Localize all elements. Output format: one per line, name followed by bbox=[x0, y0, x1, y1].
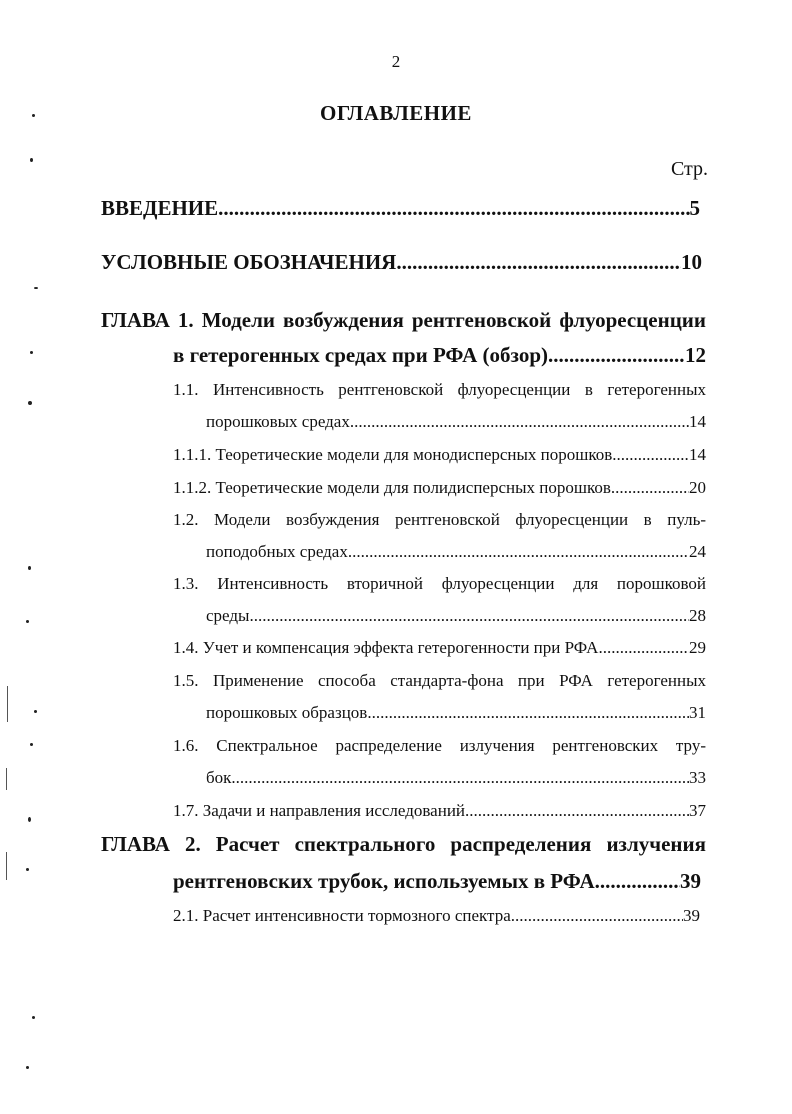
toc-page-number: 10 bbox=[681, 250, 702, 274]
toc-entry-text: бок bbox=[206, 768, 232, 787]
toc-section-1-4[interactable] bbox=[173, 638, 706, 658]
toc-page-number: 31 bbox=[689, 703, 706, 722]
toc-section-2-1[interactable] bbox=[173, 906, 700, 926]
dot-leader bbox=[595, 869, 680, 894]
toc-page-number: 5 bbox=[689, 196, 700, 220]
toc-section-1-6-line2[interactable] bbox=[206, 768, 706, 788]
scan-speck bbox=[32, 114, 35, 117]
toc-section-1-1-2[interactable] bbox=[173, 478, 706, 498]
toc-chapter-1-line2[interactable] bbox=[173, 343, 706, 368]
toc-entry-text: 1.7. Задачи и направления исследований bbox=[173, 801, 466, 820]
toc-chapter-2-line1[interactable]: ГЛАВА 2. Расчет спектрального распределения излучения bbox=[101, 832, 706, 856]
toc-section-1-6-line1[interactable]: 1.6. Спектральное распределение излучения рентгеновских тру- bbox=[173, 736, 706, 755]
toc-section-1-7[interactable] bbox=[173, 801, 706, 821]
toc-section-1-1-line2[interactable] bbox=[206, 412, 706, 432]
toc-page-number: 28 bbox=[689, 606, 706, 625]
dot-leader bbox=[598, 638, 689, 658]
toc-entry-text: рентгеновских трубок, используемых в РФА bbox=[173, 869, 595, 893]
toc-section-1-5-line2[interactable] bbox=[206, 703, 706, 723]
toc-page-number: 39 bbox=[683, 906, 700, 925]
scan-speck bbox=[30, 743, 33, 746]
toc-page-number: 29 bbox=[689, 638, 706, 657]
toc-page-number: 20 bbox=[689, 478, 706, 497]
toc-page-number: 12 bbox=[685, 343, 706, 367]
scan-speck bbox=[26, 868, 29, 871]
toc-page-number: 39 bbox=[680, 869, 701, 893]
dot-leader bbox=[611, 478, 689, 498]
toc-page-number: 14 bbox=[689, 445, 706, 464]
scan-speck bbox=[28, 817, 31, 822]
scan-speck bbox=[28, 401, 32, 405]
dot-leader bbox=[354, 412, 689, 432]
scan-speck bbox=[32, 1016, 35, 1019]
toc-entry-text: порошковых средах. bbox=[206, 412, 355, 431]
toc-entry-text: 1.4. Учет и компенсация эффекта гетерогенности при РФА bbox=[173, 638, 599, 657]
scan-speck bbox=[30, 351, 33, 354]
dot-leader bbox=[367, 703, 689, 723]
toc-entry-text: 2.1. Расчет интенсивности тормозного спектра bbox=[173, 906, 511, 925]
page-number: 2 bbox=[391, 52, 401, 71]
toc-section-1-1-line1[interactable]: 1.1. Интенсивность рентгеновской флуоресценции в гетерогенных bbox=[173, 380, 706, 399]
toc-page-number: 37 bbox=[689, 801, 706, 820]
toc-page-number: 24 bbox=[689, 542, 706, 561]
scan-speck bbox=[26, 1066, 29, 1069]
dot-leader bbox=[231, 768, 689, 788]
toc-section-1-1-1[interactable] bbox=[173, 445, 706, 465]
toc-chapter-1-line1[interactable]: ГЛАВА 1. Модели возбуждения рентгеновской флуоресценции bbox=[101, 308, 706, 332]
scan-speck bbox=[34, 710, 37, 713]
toc-entry-text: УСЛОВНЫЕ ОБОЗНАЧЕНИЯ bbox=[101, 250, 397, 274]
scan-speck bbox=[26, 620, 29, 623]
toc-entry-text: среды bbox=[206, 606, 250, 625]
toc-section-1-3-line1[interactable]: 1.3. Интенсивность вторичной флуоресценции для порошковой bbox=[173, 574, 706, 593]
toc-entry-intro[interactable] bbox=[101, 196, 700, 221]
toc-page-number: 33 bbox=[689, 768, 706, 787]
toc-section-1-2-line2[interactable] bbox=[206, 542, 706, 562]
dot-leader bbox=[249, 606, 689, 626]
toc-section-1-3-line2[interactable] bbox=[206, 606, 706, 626]
toc-chapter-2-line2[interactable] bbox=[173, 869, 701, 894]
toc-entry-text: ВВЕДЕНИЕ bbox=[101, 196, 219, 220]
toc-entry-text: порошковых образцов bbox=[206, 703, 368, 722]
dot-leader bbox=[218, 196, 689, 221]
toc-entry-text: поподобных средах bbox=[206, 542, 348, 561]
toc-page-number: 14 bbox=[689, 412, 706, 431]
scan-speck bbox=[34, 287, 38, 289]
scan-speck bbox=[30, 158, 33, 162]
page-title: ОГЛАВЛЕНИЕ bbox=[320, 101, 472, 125]
scan-speck bbox=[28, 566, 31, 570]
scan-edge-line bbox=[6, 768, 7, 790]
dot-leader bbox=[548, 343, 685, 368]
toc-section-1-5-line1[interactable]: 1.5. Применение способа стандарта-фона при РФА гетерогенных bbox=[173, 671, 706, 690]
dot-leader bbox=[396, 250, 681, 275]
toc-section-1-2-line1[interactable]: 1.2. Модели возбуждения рентгеновской флуоресценции в пуль- bbox=[173, 510, 706, 529]
toc-entry-text: в гетерогенных средах при РФА (обзор) bbox=[173, 343, 549, 367]
dot-leader bbox=[612, 445, 689, 465]
dot-leader bbox=[511, 906, 683, 926]
toc-entry-text: 1.1.2. Теоретические модели для полидисперсных порошков bbox=[173, 478, 611, 497]
toc-entry-text: 1.1.1. Теоретические модели для монодисперсных порошков bbox=[173, 445, 613, 464]
scan-edge-line bbox=[7, 686, 8, 722]
dot-leader bbox=[465, 801, 689, 821]
dot-leader bbox=[348, 542, 689, 562]
toc-entry-notation[interactable] bbox=[101, 250, 702, 275]
page-column-label: Стр. bbox=[670, 158, 708, 180]
scan-edge-line bbox=[6, 852, 7, 880]
